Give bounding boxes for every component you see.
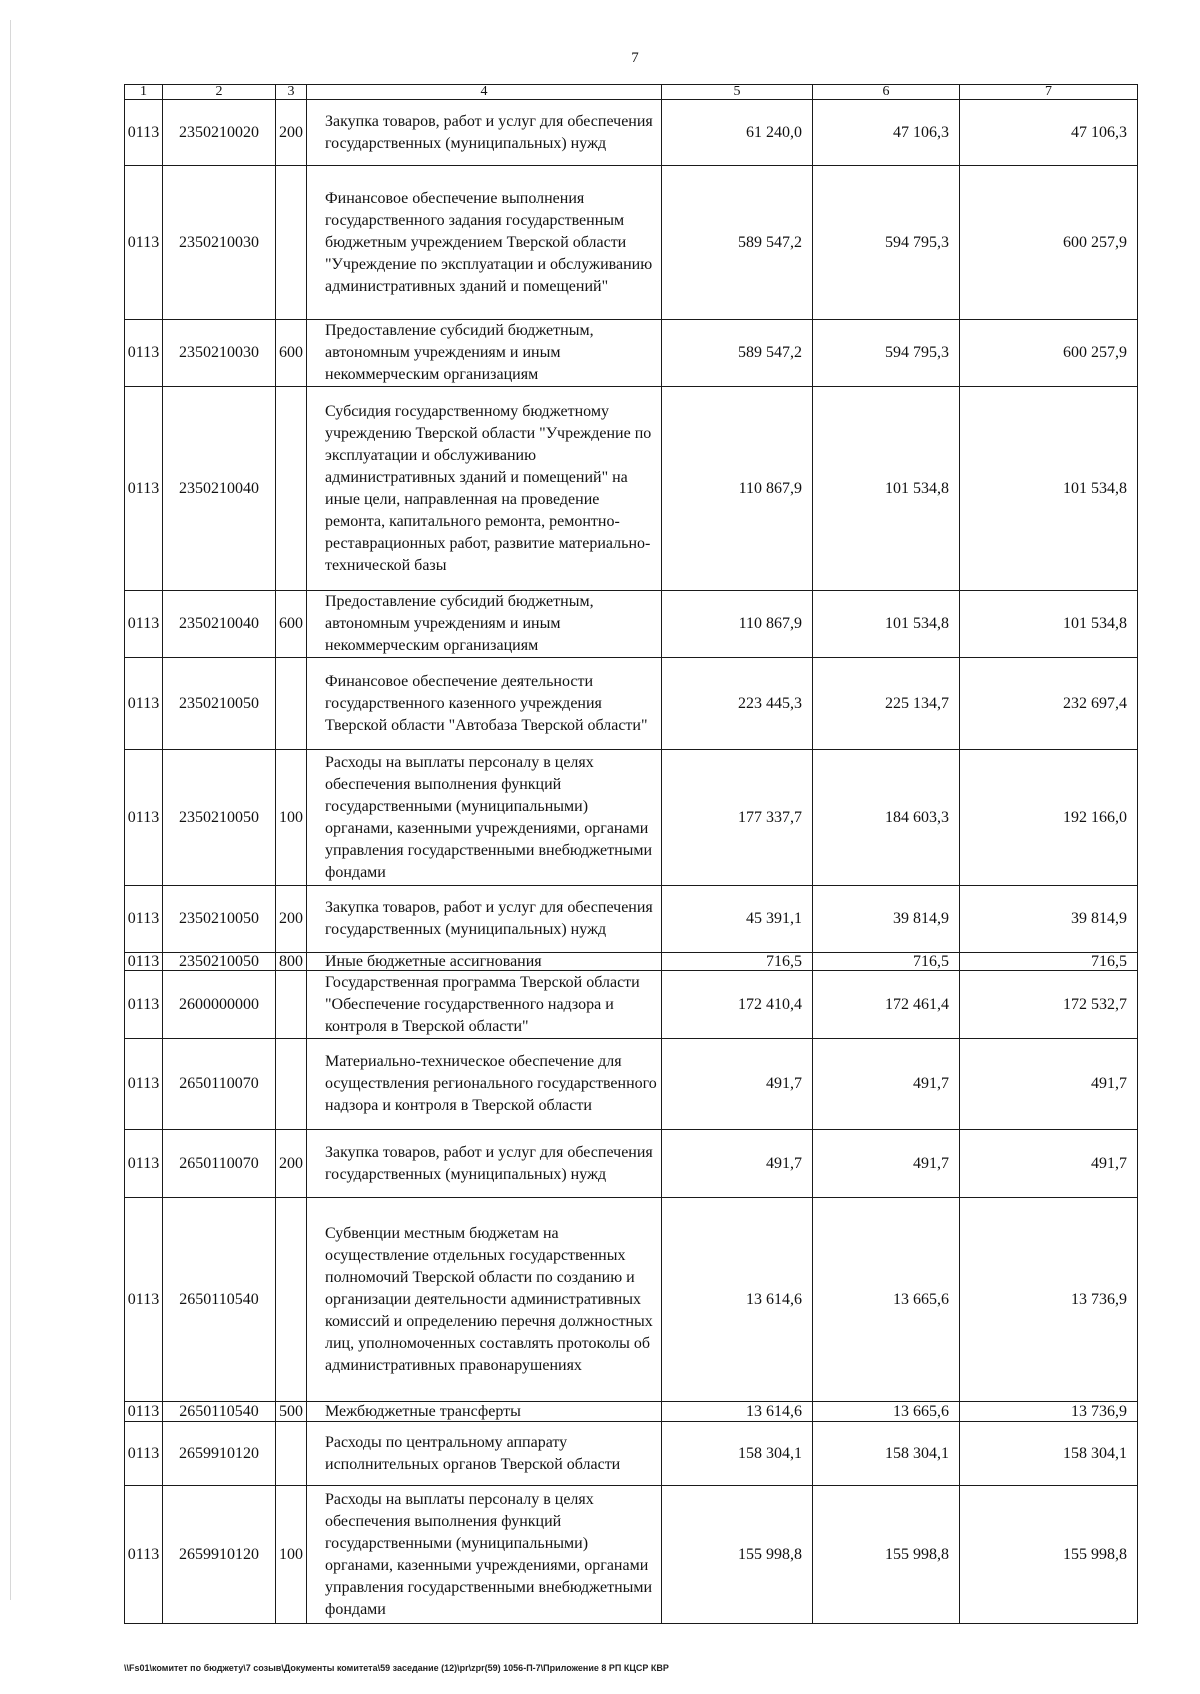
amount-col6: 101 534,8 — [813, 591, 960, 658]
amount-col6: 594 795,3 — [813, 166, 960, 320]
row-description: Финансовое обеспечение деятельности государственного казенного учреждения Тверской области "Автобаза Тверской области" — [307, 658, 662, 750]
row-description: Государственная программа Тверской области "Обеспечение государственного надзора и контроля в Тверской области" — [307, 971, 662, 1039]
amount-col7: 172 532,7 — [960, 971, 1138, 1039]
column-header: 2 — [163, 85, 276, 100]
amount-col7: 232 697,4 — [960, 658, 1138, 750]
amount-col7: 158 304,1 — [960, 1422, 1138, 1486]
expense-type-code: 100 — [276, 1486, 307, 1624]
amount-col6: 158 304,1 — [813, 1422, 960, 1486]
table-row — [125, 166, 1138, 320]
row-description: Иные бюджетные ассигнования — [307, 953, 662, 971]
column-header: 7 — [960, 85, 1138, 100]
target-article-code: 2659910120 — [163, 1422, 276, 1486]
section-code: 0113 — [125, 100, 163, 166]
page-number: 7 — [631, 50, 639, 66]
target-article-code: 2350210040 — [163, 387, 276, 591]
amount-col5: 13 614,6 — [662, 1198, 813, 1402]
column-header: 5 — [662, 85, 813, 100]
table-row — [125, 1486, 1138, 1624]
expense-type-code — [276, 971, 307, 1039]
amount-col5: 158 304,1 — [662, 1422, 813, 1486]
amount-col5: 172 410,4 — [662, 971, 813, 1039]
amount-col7: 13 736,9 — [960, 1198, 1138, 1402]
expense-type-code — [276, 166, 307, 320]
amount-col5: 223 445,3 — [662, 658, 813, 750]
row-description: Закупка товаров, работ и услуг для обеспечения государственных (муниципальных) нужд — [307, 886, 662, 953]
amount-col6: 155 998,8 — [813, 1486, 960, 1624]
section-code: 0113 — [125, 166, 163, 320]
amount-col7: 600 257,9 — [960, 166, 1138, 320]
amount-col6: 13 665,6 — [813, 1402, 960, 1422]
amount-col5: 589 547,2 — [662, 166, 813, 320]
target-article-code: 2350210020 — [163, 100, 276, 166]
row-description: Расходы на выплаты персоналу в целях обеспечения выполнения функций государственными (муниципальными) органами, казенными учреждениями, органами управления государственными внебюджетными фондами — [307, 750, 662, 886]
column-header: 1 — [125, 85, 163, 100]
table-row — [125, 1130, 1138, 1198]
amount-col6: 39 814,9 — [813, 886, 960, 953]
row-description: Расходы на выплаты персоналу в целях обеспечения выполнения функций государственными (муниципальными) органами, казенными учреждениями, органами управления государственными внебюджетными фондами — [307, 1486, 662, 1624]
amount-col6: 491,7 — [813, 1039, 960, 1130]
table-row — [125, 1402, 1138, 1422]
target-article-code: 2659910120 — [163, 1486, 276, 1624]
amount-col5: 110 867,9 — [662, 591, 813, 658]
amount-col7: 491,7 — [960, 1039, 1138, 1130]
row-description: Закупка товаров, работ и услуг для обеспечения государственных (муниципальных) нужд — [307, 100, 662, 166]
column-header: 3 — [276, 85, 307, 100]
row-description: Предоставление субсидий бюджетным, автономным учреждениям и иным некоммерческим организациям — [307, 320, 662, 387]
expense-type-code: 200 — [276, 100, 307, 166]
target-article-code: 2350210030 — [163, 166, 276, 320]
amount-col7: 600 257,9 — [960, 320, 1138, 387]
amount-col6: 101 534,8 — [813, 387, 960, 591]
amount-col6: 225 134,7 — [813, 658, 960, 750]
section-code: 0113 — [125, 1402, 163, 1422]
amount-col5: 589 547,2 — [662, 320, 813, 387]
table-row — [125, 100, 1138, 166]
expense-type-code: 800 — [276, 953, 307, 971]
target-article-code: 2650110540 — [163, 1198, 276, 1402]
amount-col5: 491,7 — [662, 1039, 813, 1130]
target-article-code: 2650110070 — [163, 1039, 276, 1130]
scan-margin-line — [10, 20, 11, 1600]
budget-table — [124, 84, 1138, 1624]
section-code: 0113 — [125, 591, 163, 658]
amount-col7: 101 534,8 — [960, 591, 1138, 658]
table-row — [125, 320, 1138, 387]
section-code: 0113 — [125, 320, 163, 387]
amount-col7: 192 166,0 — [960, 750, 1138, 886]
target-article-code: 2350210050 — [163, 953, 276, 971]
row-description: Финансовое обеспечение выполнения государственного задания государственным бюджетным учреждением Тверской области "Учреждение по эксплуатации и обслуживанию административных зданий и помещений" — [307, 166, 662, 320]
amount-col5: 491,7 — [662, 1130, 813, 1198]
amount-col5: 45 391,1 — [662, 886, 813, 953]
amount-col5: 13 614,6 — [662, 1402, 813, 1422]
amount-col5: 155 998,8 — [662, 1486, 813, 1624]
target-article-code: 2350210040 — [163, 591, 276, 658]
target-article-code: 2650110540 — [163, 1402, 276, 1422]
amount-col6: 47 106,3 — [813, 100, 960, 166]
section-code: 0113 — [125, 1039, 163, 1130]
amount-col7: 47 106,3 — [960, 100, 1138, 166]
target-article-code: 2650110070 — [163, 1130, 276, 1198]
amount-col6: 594 795,3 — [813, 320, 960, 387]
table-row — [125, 658, 1138, 750]
expense-type-code: 200 — [276, 1130, 307, 1198]
amount-col7: 491,7 — [960, 1130, 1138, 1198]
target-article-code: 2350210050 — [163, 658, 276, 750]
amount-col6: 184 603,3 — [813, 750, 960, 886]
section-code: 0113 — [125, 1130, 163, 1198]
row-description: Расходы по центральному аппарату исполнительных органов Тверской области — [307, 1422, 662, 1486]
amount-col6: 172 461,4 — [813, 971, 960, 1039]
amount-col7: 716,5 — [960, 953, 1138, 971]
section-code: 0113 — [125, 750, 163, 886]
section-code: 0113 — [125, 1198, 163, 1402]
column-number-row — [125, 85, 1138, 100]
section-code: 0113 — [125, 886, 163, 953]
table-row — [125, 886, 1138, 953]
expense-type-code: 600 — [276, 320, 307, 387]
target-article-code: 2350210050 — [163, 750, 276, 886]
target-article-code: 2350210030 — [163, 320, 276, 387]
column-header: 6 — [813, 85, 960, 100]
expense-type-code — [276, 387, 307, 591]
expense-type-code: 500 — [276, 1402, 307, 1422]
section-code: 0113 — [125, 658, 163, 750]
expense-type-code — [276, 658, 307, 750]
row-description: Материально-техническое обеспечение для осуществления регионального государственного надзора и контроля в Тверской области — [307, 1039, 662, 1130]
amount-col5: 716,5 — [662, 953, 813, 971]
amount-col7: 39 814,9 — [960, 886, 1138, 953]
amount-col5: 110 867,9 — [662, 387, 813, 591]
column-header: 4 — [307, 85, 662, 100]
expense-type-code: 100 — [276, 750, 307, 886]
row-description: Субсидия государственному бюджетному учреждению Тверской области "Учреждение по эксплуатации и обслуживанию административных зданий и помещений" на иные цели, направленная на проведение ремонта, капитального ремонта, ремонтно-реставрационных работ, развитие материально-технической базы — [307, 387, 662, 591]
section-code: 0113 — [125, 1486, 163, 1624]
table-row — [125, 750, 1138, 886]
amount-col7: 155 998,8 — [960, 1486, 1138, 1624]
row-description: Субвенции местным бюджетам на осуществление отдельных государственных полномочий Тверской области по созданию и организации деятельности административных комиссий и определению перечня должностных лиц, уполномоченных составлять протоколы об административных правонарушениях — [307, 1198, 662, 1402]
amount-col5: 61 240,0 — [662, 100, 813, 166]
target-article-code: 2600000000 — [163, 971, 276, 1039]
table-row — [125, 591, 1138, 658]
amount-col6: 491,7 — [813, 1130, 960, 1198]
row-description: Предоставление субсидий бюджетным, автономным учреждениям и иным некоммерческим организациям — [307, 591, 662, 658]
amount-col6: 13 665,6 — [813, 1198, 960, 1402]
amount-col7: 13 736,9 — [960, 1402, 1138, 1422]
amount-col7: 101 534,8 — [960, 387, 1138, 591]
amount-col5: 177 337,7 — [662, 750, 813, 886]
expense-type-code — [276, 1039, 307, 1130]
section-code: 0113 — [125, 953, 163, 971]
section-code: 0113 — [125, 971, 163, 1039]
table-row — [125, 1422, 1138, 1486]
table-row — [125, 953, 1138, 971]
table-row — [125, 387, 1138, 591]
target-article-code: 2350210050 — [163, 886, 276, 953]
expense-type-code — [276, 1422, 307, 1486]
table-row — [125, 971, 1138, 1039]
expense-type-code: 600 — [276, 591, 307, 658]
section-code: 0113 — [125, 387, 163, 591]
amount-col6: 716,5 — [813, 953, 960, 971]
row-description: Закупка товаров, работ и услуг для обеспечения государственных (муниципальных) нужд — [307, 1130, 662, 1198]
expense-type-code: 200 — [276, 886, 307, 953]
row-description: Межбюджетные трансферты — [307, 1402, 662, 1422]
file-path-footer: \\Fs01\комитет по бюджету\7 созыв\Документы комитета\59 заседание (12)\pr\zpr(59) 1056-П-7\Приложение 8 РП КЦСР КВР — [124, 1663, 669, 1673]
expense-type-code — [276, 1198, 307, 1402]
section-code: 0113 — [125, 1422, 163, 1486]
table-row — [125, 1198, 1138, 1402]
table-row — [125, 1039, 1138, 1130]
